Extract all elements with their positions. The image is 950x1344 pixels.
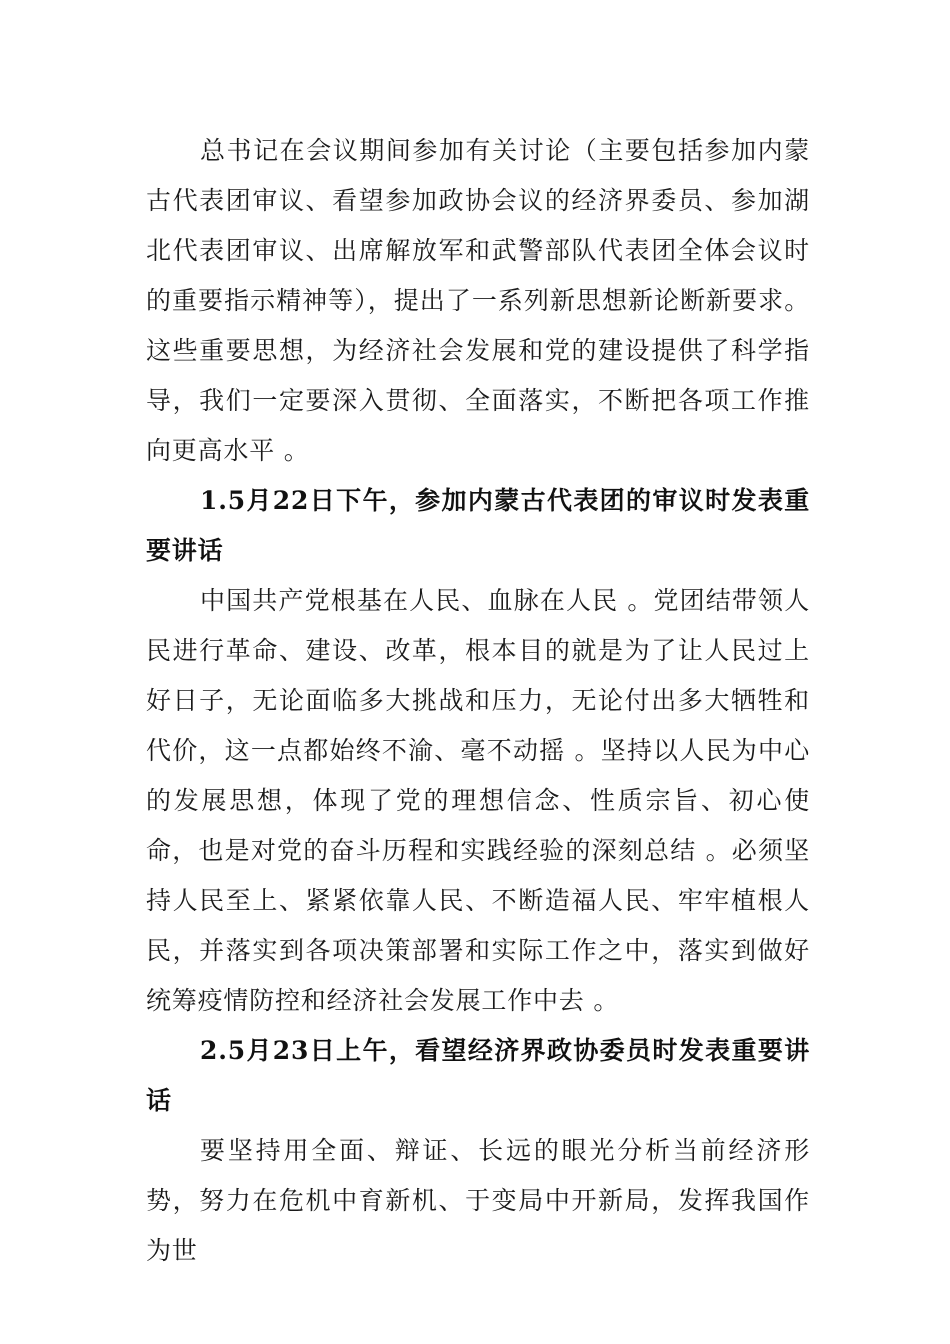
- body-paragraph-section-2: 要坚持用全面、辩证、长远的眼光分析当前经济形势，努力在危机中育新机、于变局中开新局，发挥我国作为世: [146, 1136, 810, 1265]
- body-paragraph-intro: 总书记在会议期间参加有关讨论（主要包括参加内蒙古代表团审议、看望参加政协会议的经济界委员、参加湖北代表团审议、出席解放军和武警部队代表团全体会议时的重要指示精神等），提出了一系列新思想新论断新要求。这些重要思想，为经济社会发展和党的建设提供了科学指导，我们一定要深入贯彻、全面落实，不断把各项工作推向更高水平 。: [146, 136, 810, 465]
- document-body: [146, 126, 810, 1276]
- section-heading-2: 2.5月23日上午，看望经济界政协委员时发表重要讲话: [146, 1036, 810, 1115]
- section-heading-1: 1.5月22日下午，参加内蒙古代表团的审议时发表重要讲话: [146, 486, 810, 565]
- body-paragraph-section-1: 中国共产党根基在人民、血脉在人民 。党团结带领人民进行革命、建设、改革，根本目的就是为了让人民过上好日子，无论面临多大挑战和压力，无论付出多大牺牲和代价，这一点都始终不渝、毫不动摇 。坚持以人民为中心的发展思想，体现了党的理想信念、性质宗旨、初心使命，也是对党的奋斗历程和实践经验的深刻总结 。必须坚持人民至上、紧紧依靠人民、不断造福人民、牢牢植根人民，并落实到各项决策部署和实际工作之中，落实到做好统筹疫情防控和经济社会发展工作中去 。: [146, 586, 810, 1015]
